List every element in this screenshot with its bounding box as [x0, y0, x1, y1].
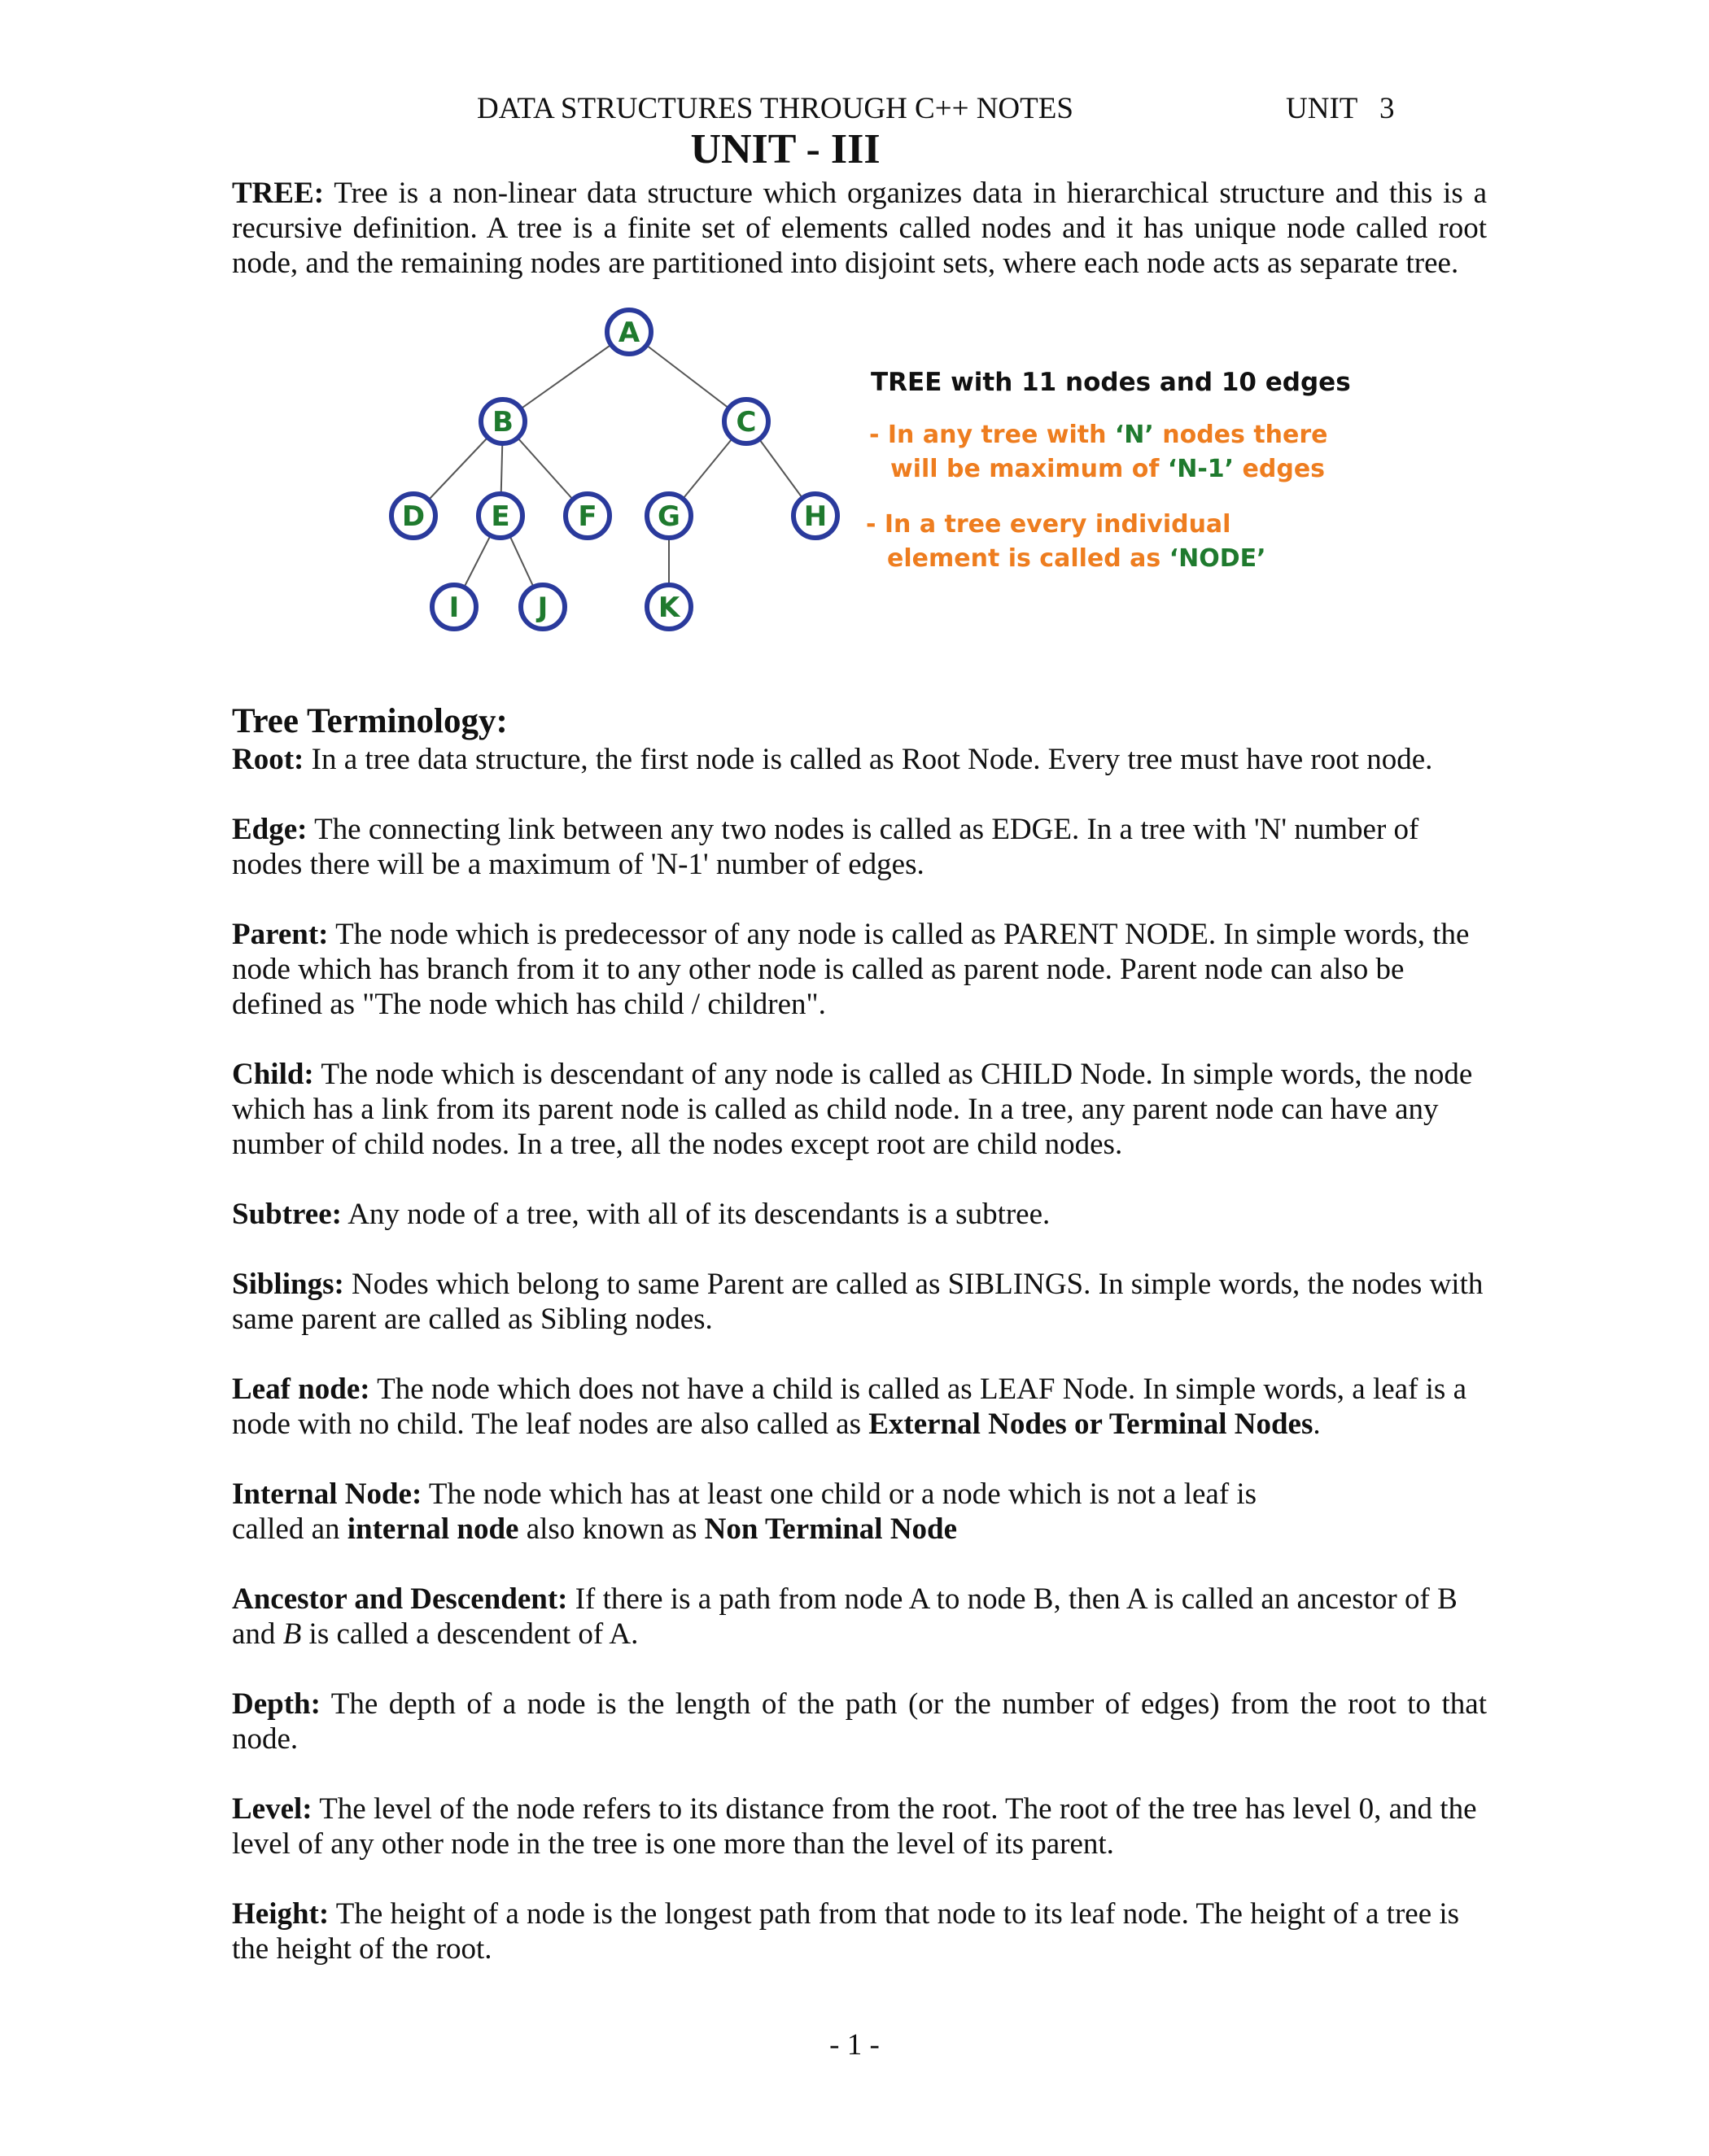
tree-node-label: J	[537, 591, 549, 624]
term-siblings: Siblings: Nodes which belong to same Parent are called as SIBLINGS. In simple words, the nodes with same parent are called as Sibling nodes.	[232, 1268, 1484, 1336]
tree-node-a	[607, 310, 651, 354]
tree-node-label: D	[401, 500, 426, 533]
diagram-caption: TREE with 11 nodes and 10 edges	[871, 368, 1351, 397]
terminology-list	[232, 742, 1487, 2001]
tree-node-label: E	[491, 500, 510, 533]
running-header-title: DATA STRUCTURES THROUGH C++ NOTES	[477, 92, 1073, 125]
diagram-note-2-line-1: - In a tree every individual	[866, 510, 1231, 539]
tree-node-g	[647, 494, 691, 538]
intro-text: Tree is a non-linear data structure which organizes data in hierarchical structure and this is a recursive definition. A tree is a finite set of elements called nodes and it has unique node called root node, and the remaining nodes are partitioned into disjoint sets, where each node acts as separate tree.	[232, 177, 1487, 280]
tree-node-e	[479, 494, 522, 538]
page-number: - 1 -	[829, 2028, 880, 2062]
term-internal-node: Internal Node: The node which has at least one child or a node which is not a leaf is called an internal node also known as Non Terminal Node	[232, 1477, 1257, 1546]
term-level: Level: The level of the node refers to its distance from the root. The root of the tree has level 0, and the level of any other node in the tree is one more than the level of its parent.	[232, 1792, 1477, 1861]
tree-node-label: F	[578, 500, 597, 533]
diagram-note-2-line-2: element is called as ‘NODE’	[887, 544, 1266, 573]
tree-node-h	[793, 494, 837, 538]
term-depth: Depth: The depth of a node is the length of the path (or the number of edges) from the root to that node.	[232, 1687, 1487, 1756]
tree-node-label: H	[803, 500, 828, 533]
tree-edges	[413, 332, 815, 607]
diagram-note-1-line-2: will be maximum of ‘N-1’ edges	[890, 455, 1326, 483]
term-parent: Parent: The node which is predecessor of any node is called as PARENT NODE. In simple words, the node which has branch from it to any other node is called as parent node. Parent node can also be defined as "The node which has child / children".	[232, 918, 1470, 1021]
tree-node-label: I	[448, 591, 460, 624]
term-edge: Edge: The connecting link between any two nodes is called as EDGE. In a tree with 'N' number of nodes there will be a maximum of 'N-1' number of edges.	[232, 813, 1419, 881]
tree-node-c	[724, 399, 768, 443]
tree-node-label: G	[658, 500, 680, 533]
running-header-unit: UNIT 3	[1286, 92, 1395, 125]
intro-paragraph	[232, 176, 1487, 281]
tree-node-b	[481, 399, 525, 443]
tree-node-k	[647, 585, 691, 629]
intro-label: TREE:	[232, 177, 325, 210]
diagram-note-1-line-1: - In any tree with ‘N’ nodes there	[869, 421, 1328, 449]
tree-node-j	[521, 585, 565, 629]
tree-node-label: K	[658, 591, 680, 624]
tree-node-label: B	[492, 406, 514, 439]
term-child: Child: The node which is descendant of any node is called as CHILD Node. In simple words, the node which has a link from its parent node is called as child node. In a tree, any parent node can have any number of child nodes. In a tree, all the nodes except root are child nodes.	[232, 1058, 1473, 1161]
tree-node-d	[391, 494, 435, 538]
term-leaf-node: Leaf node: The node which does not have a child is called as LEAF Node. In simple words, a leaf is a node with no child. The leaf nodes are also called as External Nodes or Terminal Nodes.	[232, 1373, 1466, 1441]
term-ancestor-descendent: Ancestor and Descendent: If there is a path from node A to node B, then A is called an ancestor of B and B is called a descendent of A.	[232, 1582, 1458, 1651]
tree-node-label: A	[618, 316, 640, 349]
term-height: Height: The height of a node is the longest path from that node to its leaf node. The height of a tree is the height of the root.	[232, 1897, 1460, 1966]
term-subtree: Subtree: Any node of a tree, with all of its descendants is a subtree.	[232, 1198, 1051, 1231]
tree-node-label: C	[736, 406, 757, 439]
page-title: UNIT - III	[690, 126, 881, 172]
tree-node-i	[432, 585, 476, 629]
tree-node-f	[566, 494, 610, 538]
section-heading: Tree Terminology:	[232, 702, 508, 740]
tree-diagram	[382, 303, 1351, 644]
term-root: Root: In a tree data structure, the first node is called as Root Node. Every tree must have root node.	[232, 743, 1433, 776]
